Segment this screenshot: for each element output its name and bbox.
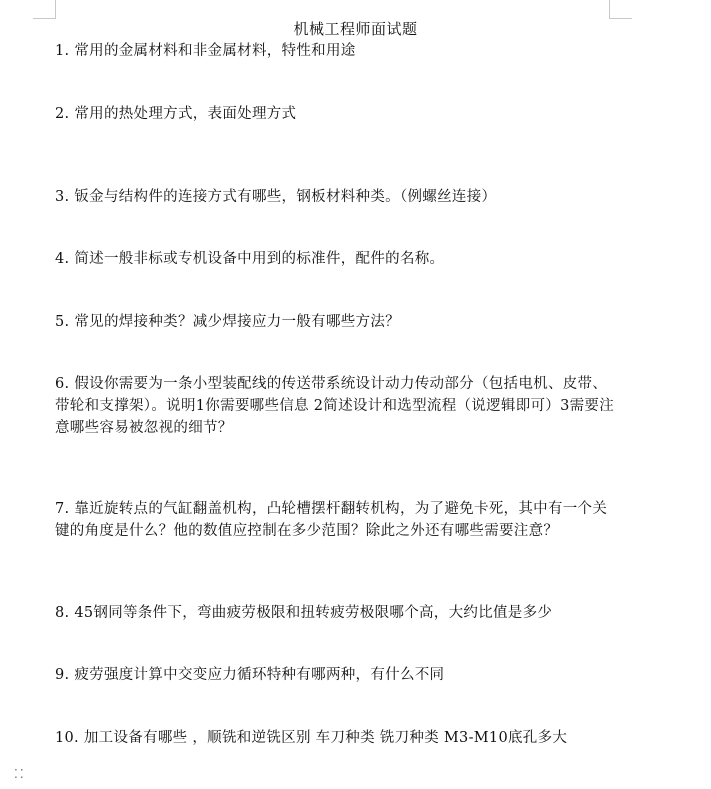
question-4: 4. 简述一般非标或专机设备中用到的标准件，配件的名称。 xyxy=(55,251,445,267)
question-9: 9. 疲劳强度计算中交变应力循环特种有哪两种，有什么不同 xyxy=(55,667,445,683)
crop-mark-top-left xyxy=(33,0,56,19)
question-8: 8. 45钢同等条件下，弯曲疲劳极限和扭转疲劳极限哪个高，大约比值是多少 xyxy=(55,605,553,621)
drag-handle-icon[interactable]: ⁚⁚ xyxy=(14,767,26,781)
question-7: 7. 靠近旋转点的气缸翻盖机构，凸轮槽摆杆翻转机构，为了避免卡死，其中有一个关键的角度是什么？他的数值应控制在多少范围？除此之外还有哪些需要注意？ xyxy=(55,501,608,539)
question-3: 3. 钣金与结构件的连接方式有哪些，钢板材料种类。（例螺丝连接） xyxy=(55,189,497,205)
question-2: 2. 常用的热处理方式，表面处理方式 xyxy=(55,106,297,122)
question-1: 1. 常用的金属材料和非金属材料，特性和用途 xyxy=(55,43,356,59)
question-5: 5. 常见的焊接种类？减少焊接应力一般有哪些方法？ xyxy=(55,314,400,330)
question-6: 6. 假设你需要为一条小型装配线的传送带系统设计动力传动部分（包括电机、皮带、带轮和支撑架）。说明1你需要哪些信息 2简述设计和选型流程（说逻辑即可）3需要注意哪些容易被忽视的细节？ xyxy=(55,376,615,436)
crop-mark-top-right xyxy=(609,0,632,19)
document-title: 机械工程师面试题 xyxy=(293,20,418,38)
question-10: 10. 加工设备有哪些 ，顺铣和逆铣区别 车刀种类 铣刀种类 M3-M10底孔多大 xyxy=(55,730,568,746)
